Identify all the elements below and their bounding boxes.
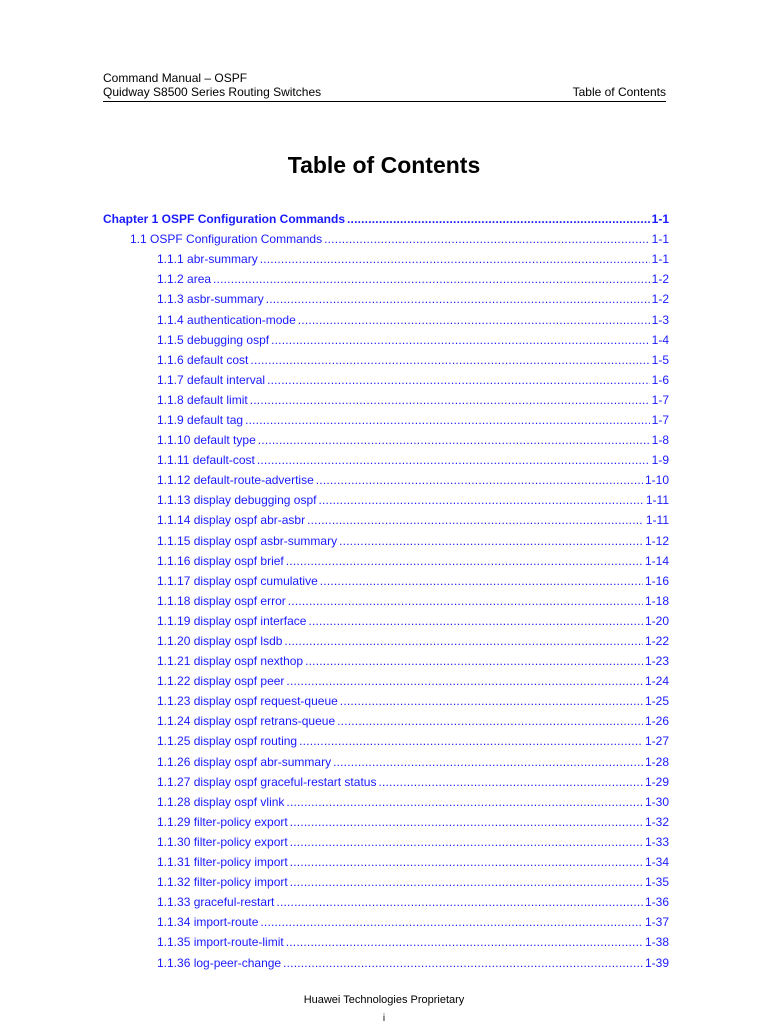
toc-entry-title: 1.1.18 display ospf error xyxy=(157,593,286,608)
toc-entry-page: 1-39 xyxy=(644,955,669,970)
toc-entry-title: 1.1.27 display ospf graceful-restart status xyxy=(157,774,377,789)
dot-leader xyxy=(286,674,643,688)
toc-entry-page: 1-38 xyxy=(644,935,669,950)
toc-entry-page: 1-3 xyxy=(651,312,669,327)
toc-entry[interactable] xyxy=(0,912,768,932)
dot-leader xyxy=(258,433,650,447)
toc-entry-page: 1-2 xyxy=(651,272,669,287)
toc-entry-title: 1.1.21 display ospf nexthop xyxy=(157,654,304,669)
toc-entry-title: 1.1.10 default type xyxy=(157,433,256,448)
toc-entry-title: 1.1.15 display ospf asbr-summary xyxy=(157,533,338,548)
toc-entry-page: 1-36 xyxy=(644,895,669,910)
section-name: Table of Contents xyxy=(572,85,666,99)
dot-leader xyxy=(318,493,643,507)
toc-entry[interactable] xyxy=(0,531,768,551)
toc-entry[interactable] xyxy=(0,711,768,731)
toc-entry-page: 1-14 xyxy=(644,553,669,568)
toc-entry-title: 1.1.19 display ospf interface xyxy=(157,613,307,628)
toc-entry[interactable] xyxy=(0,772,768,792)
toc-entry[interactable] xyxy=(0,510,768,530)
dot-leader xyxy=(320,574,643,588)
toc-entry[interactable] xyxy=(0,410,768,430)
dot-leader xyxy=(337,714,643,728)
toc-entry-page: 1-33 xyxy=(644,834,669,849)
dot-leader xyxy=(213,272,650,286)
toc-entry-page: 1-37 xyxy=(644,915,669,930)
toc-entry-title: 1.1.28 display ospf vlink xyxy=(157,794,285,809)
toc-entry[interactable] xyxy=(0,450,768,470)
toc-entry[interactable] xyxy=(0,731,768,751)
toc-entry-title: 1.1.31 filter-policy import xyxy=(157,855,288,870)
toc-entry-page: 1-20 xyxy=(644,613,669,628)
toc-entry-page: 1-11 xyxy=(645,493,669,508)
toc-entry-title: 1.1.13 display debugging ospf xyxy=(157,493,317,508)
toc-entry-title: 1.1.36 log-peer-change xyxy=(157,955,282,970)
manual-title: Command Manual – OSPF xyxy=(103,71,248,85)
dot-leader xyxy=(288,594,643,608)
dot-leader xyxy=(298,313,650,327)
toc-entry[interactable] xyxy=(0,330,768,350)
toc-entry-title: 1.1.9 default tag xyxy=(157,412,244,427)
toc-entry[interactable] xyxy=(0,611,768,631)
dot-leader xyxy=(333,755,643,769)
toc-entry-title: 1.1.29 filter-policy export xyxy=(157,814,288,829)
toc-entry-page: 1-34 xyxy=(644,855,669,870)
toc-entry[interactable] xyxy=(0,249,768,269)
toc-entry[interactable] xyxy=(0,792,768,812)
page-title: Table of Contents xyxy=(287,152,481,178)
toc-entry-title: 1.1.25 display ospf routing xyxy=(157,734,298,749)
toc-entry[interactable] xyxy=(0,309,768,329)
table-of-contents xyxy=(0,209,768,973)
toc-entry-page: 1-7 xyxy=(651,392,669,407)
dot-leader xyxy=(290,815,643,829)
toc-entry-page: 1-6 xyxy=(651,372,669,387)
toc-entry-page: 1-32 xyxy=(644,814,669,829)
toc-entry-title: 1.1.3 asbr-summary xyxy=(157,292,264,307)
toc-entry-page: 1-27 xyxy=(644,734,669,749)
toc-entry[interactable] xyxy=(0,872,768,892)
toc-entry-title: 1.1.30 filter-policy export xyxy=(157,834,288,849)
toc-entry-title: 1.1.33 graceful-restart xyxy=(157,895,275,910)
toc-entry[interactable] xyxy=(0,852,768,872)
dot-leader xyxy=(307,513,644,527)
toc-entry[interactable] xyxy=(0,490,768,510)
dot-leader xyxy=(324,232,650,246)
dot-leader xyxy=(308,614,643,628)
toc-entry[interactable] xyxy=(0,430,768,450)
toc-entry[interactable] xyxy=(0,229,768,249)
dot-leader xyxy=(290,855,643,869)
dot-leader xyxy=(290,835,643,849)
toc-entry-title: 1.1.23 display ospf request-queue xyxy=(157,694,338,709)
toc-entry[interactable] xyxy=(0,571,768,591)
toc-entry[interactable] xyxy=(0,812,768,832)
toc-entry[interactable] xyxy=(0,952,768,972)
dot-leader xyxy=(378,775,643,789)
dot-leader xyxy=(260,915,643,929)
dot-leader xyxy=(250,353,649,367)
toc-entry-title: 1.1.24 display ospf retrans-queue xyxy=(157,714,336,729)
running-header xyxy=(103,71,666,99)
toc-entry-page: 1-1 xyxy=(651,232,669,247)
toc-entry-page: 1-28 xyxy=(644,754,669,769)
dot-leader xyxy=(284,634,643,648)
toc-entry-title: 1.1.5 debugging ospf xyxy=(157,332,270,347)
dot-leader xyxy=(305,654,643,668)
toc-entry[interactable] xyxy=(0,591,768,611)
footer: Huawei Technologies Proprietary xyxy=(303,994,465,1006)
dot-leader xyxy=(276,895,643,909)
dot-leader xyxy=(286,935,643,949)
toc-entry-title: 1.1.8 default limit xyxy=(157,392,248,407)
toc-entry-page: 1-11 xyxy=(645,513,669,528)
toc-entry-title: 1.1 OSPF Configuration Commands xyxy=(130,232,323,247)
toc-entry-title: 1.1.11 default-cost xyxy=(157,453,255,468)
toc-entry[interactable] xyxy=(0,651,768,671)
toc-entry-title: 1.1.6 default cost xyxy=(157,352,249,367)
dot-leader xyxy=(250,393,650,407)
toc-entry-title: 1.1.1 abr-summary xyxy=(157,252,258,267)
toc-entry-title: 1.1.2 area xyxy=(157,272,212,287)
toc-entry-page: 1-18 xyxy=(644,593,669,608)
toc-entry-title: 1.1.4 authentication-mode xyxy=(157,312,296,327)
dot-leader xyxy=(245,413,650,427)
page-number: i xyxy=(382,1013,386,1024)
dot-leader xyxy=(299,734,643,748)
toc-entry-page: 1-29 xyxy=(644,774,669,789)
toc-entry-page: 1-35 xyxy=(644,875,669,890)
toc-entry[interactable] xyxy=(0,289,768,309)
toc-entry-title: 1.1.32 filter-policy import xyxy=(157,875,288,890)
toc-entry-page: 1-1 xyxy=(651,212,669,227)
header-rule xyxy=(103,101,666,102)
toc-entry-title: 1.1.16 display ospf brief xyxy=(157,553,284,568)
toc-entry-page: 1-16 xyxy=(644,573,669,588)
toc-entry[interactable] xyxy=(0,370,768,390)
toc-entry[interactable] xyxy=(0,269,768,289)
toc-entry-title: Chapter 1 OSPF Configuration Commands xyxy=(103,212,346,227)
dot-leader xyxy=(286,795,643,809)
toc-entry-title: 1.1.20 display ospf lsdb xyxy=(157,634,283,649)
toc-entry[interactable] xyxy=(0,350,768,370)
dot-leader xyxy=(266,292,650,306)
toc-entry-title: 1.1.22 display ospf peer xyxy=(157,674,285,689)
dot-leader xyxy=(260,252,650,266)
dot-leader xyxy=(267,373,650,387)
toc-entry-page: 1-5 xyxy=(651,352,669,367)
toc-entry-page: 1-24 xyxy=(644,674,669,689)
toc-entry-title: 1.1.17 display ospf cumulative xyxy=(157,573,318,588)
toc-entry-page: 1-22 xyxy=(644,634,669,649)
toc-entry-page: 1-4 xyxy=(651,332,669,347)
toc-entry-page: 1-25 xyxy=(644,694,669,709)
toc-entry-page: 1-9 xyxy=(651,453,669,468)
toc-entry-title: 1.1.7 default interval xyxy=(157,372,266,387)
dot-leader xyxy=(339,534,643,548)
toc-entry-title: 1.1.26 display ospf abr-summary xyxy=(157,754,332,769)
toc-entry-page: 1-1 xyxy=(651,252,669,267)
dot-leader xyxy=(290,875,643,889)
dot-leader xyxy=(257,453,650,467)
dot-leader xyxy=(316,473,643,487)
toc-entry-page: 1-23 xyxy=(644,654,669,669)
toc-entry-page: 1-7 xyxy=(651,412,669,427)
toc-entry-page: 1-30 xyxy=(644,794,669,809)
toc-entry-page: 1-26 xyxy=(644,714,669,729)
toc-entry[interactable] xyxy=(0,551,768,571)
dot-leader xyxy=(286,554,643,568)
toc-entry[interactable] xyxy=(0,892,768,912)
toc-entry[interactable] xyxy=(0,470,768,490)
toc-entry-page: 1-8 xyxy=(651,433,669,448)
product-name: Quidway S8500 Series Routing Switches xyxy=(103,85,322,99)
toc-entry[interactable] xyxy=(0,209,768,229)
dot-leader xyxy=(347,212,650,226)
toc-entry-title: 1.1.34 import-route xyxy=(157,915,259,930)
toc-entry[interactable] xyxy=(0,752,768,772)
dot-leader xyxy=(283,956,643,970)
toc-entry-page: 1-10 xyxy=(644,473,669,488)
toc-entry-title: 1.1.12 default-route-advertise xyxy=(157,473,314,488)
toc-entry-title: 1.1.14 display ospf abr-asbr xyxy=(157,513,306,528)
toc-entry[interactable] xyxy=(0,832,768,852)
toc-entry[interactable] xyxy=(0,671,768,691)
toc-entry[interactable] xyxy=(0,691,768,711)
toc-entry[interactable] xyxy=(0,390,768,410)
toc-entry-page: 1-2 xyxy=(651,292,669,307)
toc-entry-title: 1.1.35 import-route-limit xyxy=(157,935,284,950)
toc-entry-page: 1-12 xyxy=(644,533,669,548)
toc-entry[interactable] xyxy=(0,932,768,952)
toc-entry[interactable] xyxy=(0,631,768,651)
dot-leader xyxy=(271,333,650,347)
dot-leader xyxy=(340,694,643,708)
